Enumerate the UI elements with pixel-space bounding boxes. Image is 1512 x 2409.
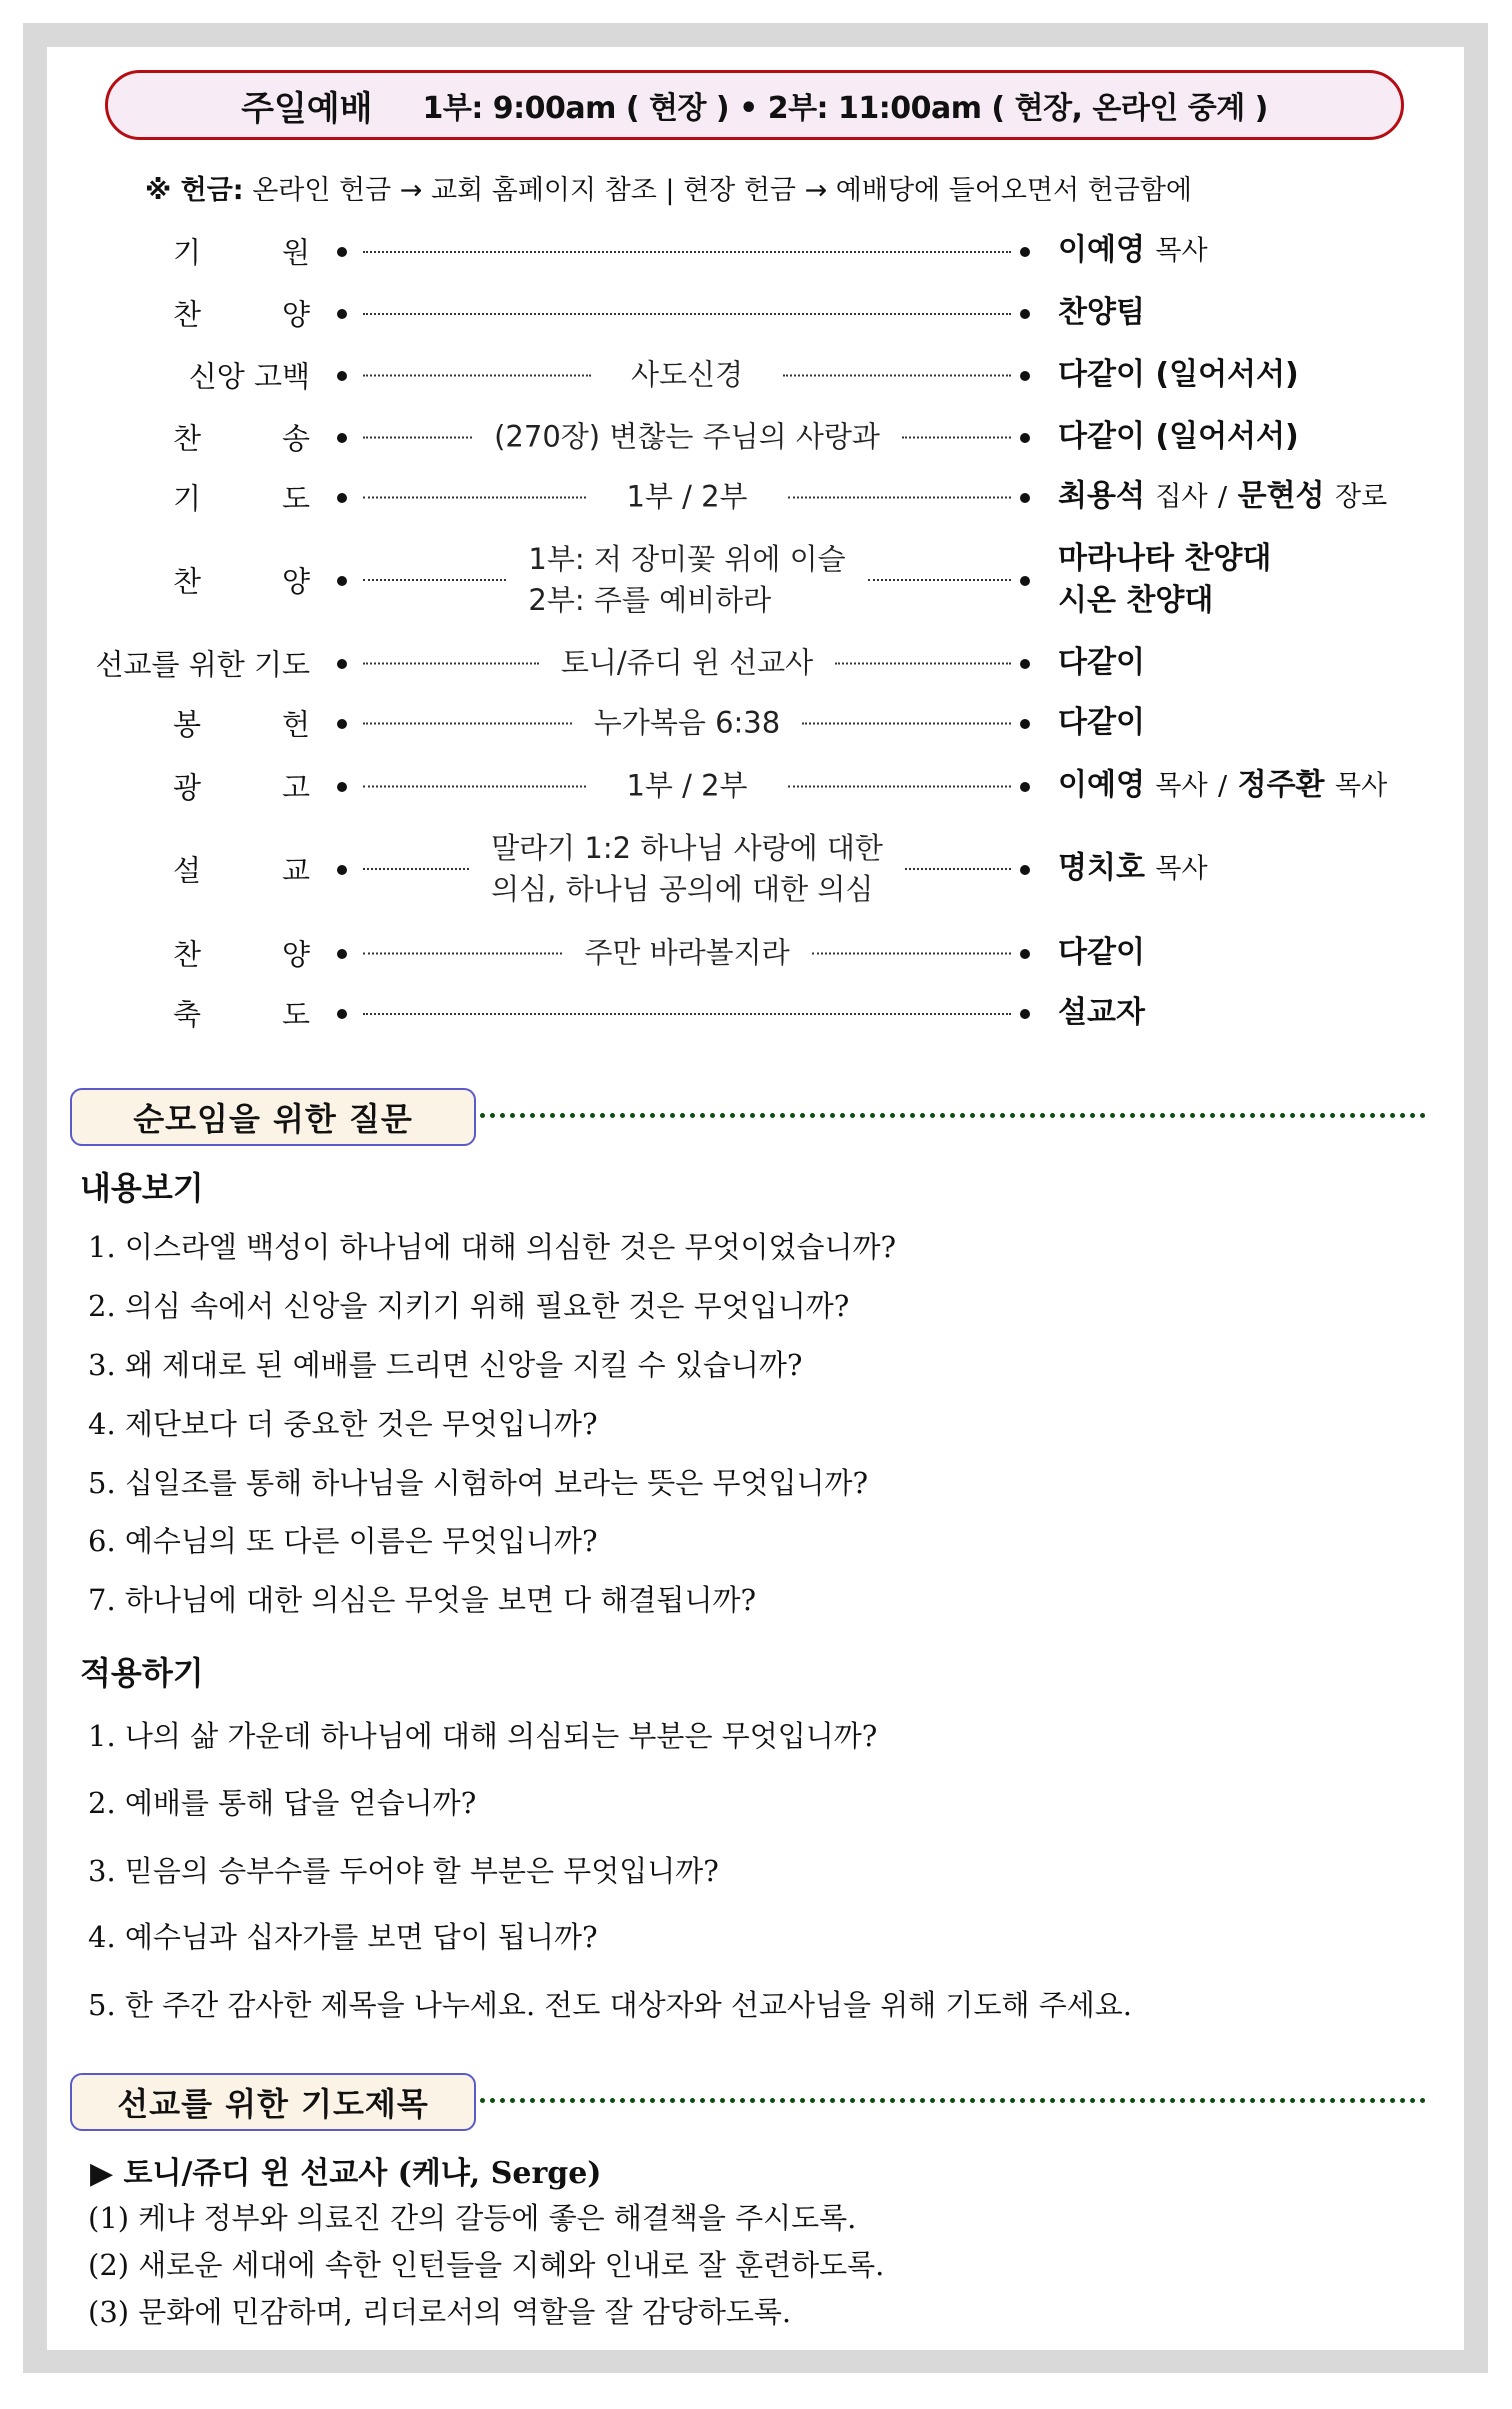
bullet-left bbox=[337, 865, 347, 875]
dot-leader bbox=[363, 1013, 1011, 1015]
row-label: 신앙 고백 bbox=[188, 359, 310, 394]
row-label: 찬 송 bbox=[173, 421, 310, 456]
row-leader: 다같이 (일어서서) bbox=[1058, 357, 1299, 392]
row-leader: 명치호 목사 bbox=[1058, 850, 1208, 886]
offering-note bbox=[145, 168, 1192, 207]
bullet-right bbox=[1020, 247, 1030, 257]
row-label: 축 도 bbox=[173, 997, 310, 1032]
dot-leader bbox=[788, 785, 1011, 787]
row-label: 기 원 bbox=[173, 235, 310, 270]
dot-leader bbox=[363, 785, 586, 787]
service-row bbox=[0, 831, 1512, 906]
service-row bbox=[0, 541, 1512, 618]
bullet-left bbox=[337, 659, 347, 669]
service-row bbox=[0, 345, 1512, 405]
bullet-left bbox=[337, 371, 347, 381]
row-leader: 이예영 목사 / 정주환 목사 bbox=[1058, 767, 1388, 803]
dot-leader bbox=[363, 313, 1011, 315]
row-leader: 찬양팀 bbox=[1058, 295, 1145, 330]
bullet-left bbox=[337, 309, 347, 319]
dot-leader bbox=[363, 579, 506, 581]
row-middle: 말라기 1:2 하나님 사랑에 대한 의심, 하나님 공의에 대한 의심 bbox=[363, 828, 1011, 910]
bullet-left bbox=[337, 433, 347, 443]
service-row bbox=[0, 407, 1512, 467]
row-leader: 설교자 bbox=[1058, 995, 1145, 1030]
prayer-item: (1) 케냐 정부와 의료진 간의 갈등에 좋은 해결책을 주시도록. bbox=[88, 2201, 857, 2235]
bullet-left bbox=[337, 949, 347, 959]
service-row bbox=[0, 467, 1512, 527]
service-row bbox=[0, 221, 1512, 281]
prayer-item: (3) 문화에 민감하며, 리더로서의 역할을 잘 감당하도록. bbox=[88, 2295, 792, 2329]
dot-leader bbox=[788, 496, 1011, 498]
apply-heading: 적용하기 bbox=[80, 1654, 204, 1692]
apply-question: 4. 예수님과 십자가를 보면 답이 됩니까? bbox=[88, 1920, 598, 1954]
service-row bbox=[0, 983, 1512, 1043]
section-divider bbox=[480, 2098, 1426, 2103]
dot-leader bbox=[363, 868, 469, 870]
row-label: 선교를 위한 기도 bbox=[95, 647, 310, 682]
dot-leader bbox=[363, 496, 586, 498]
review-question: 6. 예수님의 또 다른 이름은 무엇입니까? bbox=[88, 1524, 598, 1558]
review-question: 1. 이스라엘 백성이 하나님에 대해 의심한 것은 무엇이었습니까? bbox=[88, 1230, 897, 1264]
service-row bbox=[0, 923, 1512, 983]
row-label: 기 도 bbox=[173, 481, 310, 516]
row-middle: 사도신경 bbox=[363, 355, 1011, 396]
service-title: 주일예배 bbox=[241, 88, 373, 129]
row-middle: (270장) 변찮는 주님의 사랑과 bbox=[363, 417, 1011, 458]
service-row bbox=[0, 283, 1512, 343]
service-row bbox=[0, 756, 1512, 816]
row-leader: 마라나타 찬양대 시온 찬양대 bbox=[1058, 541, 1272, 618]
review-heading: 내용보기 bbox=[80, 1169, 204, 1207]
row-middle: 누가복음 6:38 bbox=[363, 703, 1011, 744]
bullet-right bbox=[1020, 865, 1030, 875]
bullet-right bbox=[1020, 493, 1030, 503]
bullet-left bbox=[337, 782, 347, 792]
service-row bbox=[0, 693, 1512, 753]
bullet-left bbox=[337, 576, 347, 586]
service-row bbox=[0, 633, 1512, 693]
row-label: 찬 양 bbox=[173, 564, 310, 599]
review-question: 7. 하나님에 대한 의심은 무엇을 보면 다 해결됩니까? bbox=[88, 1583, 757, 1617]
row-middle: 1부: 저 장미꽃 위에 이슬 2부: 주를 예비하라 bbox=[363, 539, 1011, 621]
bullet-left bbox=[337, 1009, 347, 1019]
row-middle: 토니/쥬디 윈 선교사 bbox=[363, 643, 1011, 684]
bullet-left bbox=[337, 493, 347, 503]
bullet-right bbox=[1020, 782, 1030, 792]
review-question: 4. 제단보다 더 중요한 것은 무엇입니까? bbox=[88, 1407, 598, 1441]
row-label: 광 고 bbox=[173, 770, 310, 805]
section-header-mission-prayer: 선교를 위한 기도제목 bbox=[70, 2073, 476, 2131]
row-leader: 다같이 bbox=[1058, 935, 1145, 970]
bullet-right bbox=[1020, 1009, 1030, 1019]
apply-question: 3. 믿음의 승부수를 두어야 할 부분은 무엇입니까? bbox=[88, 1854, 719, 1888]
row-label: 찬 양 bbox=[173, 937, 310, 972]
dot-leader bbox=[363, 722, 572, 724]
dot-leader bbox=[363, 662, 539, 664]
section-header-small-group: 순모임을 위한 질문 bbox=[70, 1088, 476, 1146]
bullet-left bbox=[337, 719, 347, 729]
bullet-right bbox=[1020, 309, 1030, 319]
apply-question: 2. 예배를 통해 답을 얻습니까? bbox=[88, 1786, 477, 1820]
row-leader: 다같이 (일어서서) bbox=[1058, 419, 1299, 454]
dot-leader bbox=[363, 952, 562, 954]
bullet-right bbox=[1020, 949, 1030, 959]
dot-leader bbox=[905, 868, 1011, 870]
missionary-heading: ▶ 토니/쥬디 윈 선교사 (케냐, Serge) bbox=[90, 2156, 602, 2191]
dot-leader bbox=[812, 952, 1011, 954]
prayer-item: (2) 새로운 세대에 속한 인턴들을 지혜와 인내로 잘 훈련하도록. bbox=[88, 2248, 885, 2282]
dot-leader bbox=[363, 251, 1011, 253]
dot-leader bbox=[868, 579, 1011, 581]
offering-text: 온라인 헌금 → 교회 홈페이지 참조 | 현장 헌금 → 예배당에 들어오면서 헌금함에 bbox=[252, 175, 1193, 206]
dot-leader bbox=[802, 722, 1011, 724]
bullet-left bbox=[337, 247, 347, 257]
row-leader: 이예영 목사 bbox=[1058, 232, 1208, 268]
row-middle: 1부 / 2부 bbox=[363, 477, 1011, 518]
bullet-right bbox=[1020, 659, 1030, 669]
dot-leader bbox=[363, 436, 472, 438]
row-label: 봉 헌 bbox=[173, 707, 310, 742]
review-question: 2. 의심 속에서 신앙을 지키기 위해 필요한 것은 무엇입니까? bbox=[88, 1289, 850, 1323]
row-middle: 1부 / 2부 bbox=[363, 766, 1011, 807]
row-label: 찬 양 bbox=[173, 297, 310, 332]
section-divider bbox=[480, 1113, 1426, 1118]
row-leader: 다같이 bbox=[1058, 705, 1145, 740]
apply-question: 5. 한 주간 감사한 제목을 나누세요. 전도 대상자와 선교사님을 위해 기도해 주세요. bbox=[88, 1988, 1132, 2022]
row-label: 설 교 bbox=[173, 853, 310, 888]
bullet-right bbox=[1020, 371, 1030, 381]
review-question: 5. 십일조를 통해 하나님을 시험하여 보라는 뜻은 무엇입니까? bbox=[88, 1466, 869, 1500]
service-header bbox=[105, 70, 1404, 140]
offering-prefix: ※ 헌금: bbox=[145, 175, 244, 206]
dot-leader bbox=[902, 436, 1011, 438]
review-question: 3. 왜 제대로 된 예배를 드리면 신앙을 지킬 수 있습니까? bbox=[88, 1348, 803, 1382]
apply-question: 1. 나의 삶 가운데 하나님에 대해 의심되는 부분은 무엇입니까? bbox=[88, 1719, 878, 1753]
dot-leader bbox=[363, 374, 591, 376]
row-leader: 다같이 bbox=[1058, 645, 1145, 680]
bullet-right bbox=[1020, 719, 1030, 729]
service-schedule: 1부: 9:00am ( 현장 ) • 2부: 11:00am ( 현장, 온라인 중계 ) bbox=[422, 91, 1268, 126]
bullet-right bbox=[1020, 433, 1030, 443]
row-leader: 최용석 집사 / 문현성 장로 bbox=[1058, 478, 1388, 514]
bullet-right bbox=[1020, 576, 1030, 586]
dot-leader bbox=[783, 374, 1011, 376]
row-middle: 주만 바라볼지라 bbox=[363, 933, 1011, 974]
dot-leader bbox=[835, 662, 1011, 664]
